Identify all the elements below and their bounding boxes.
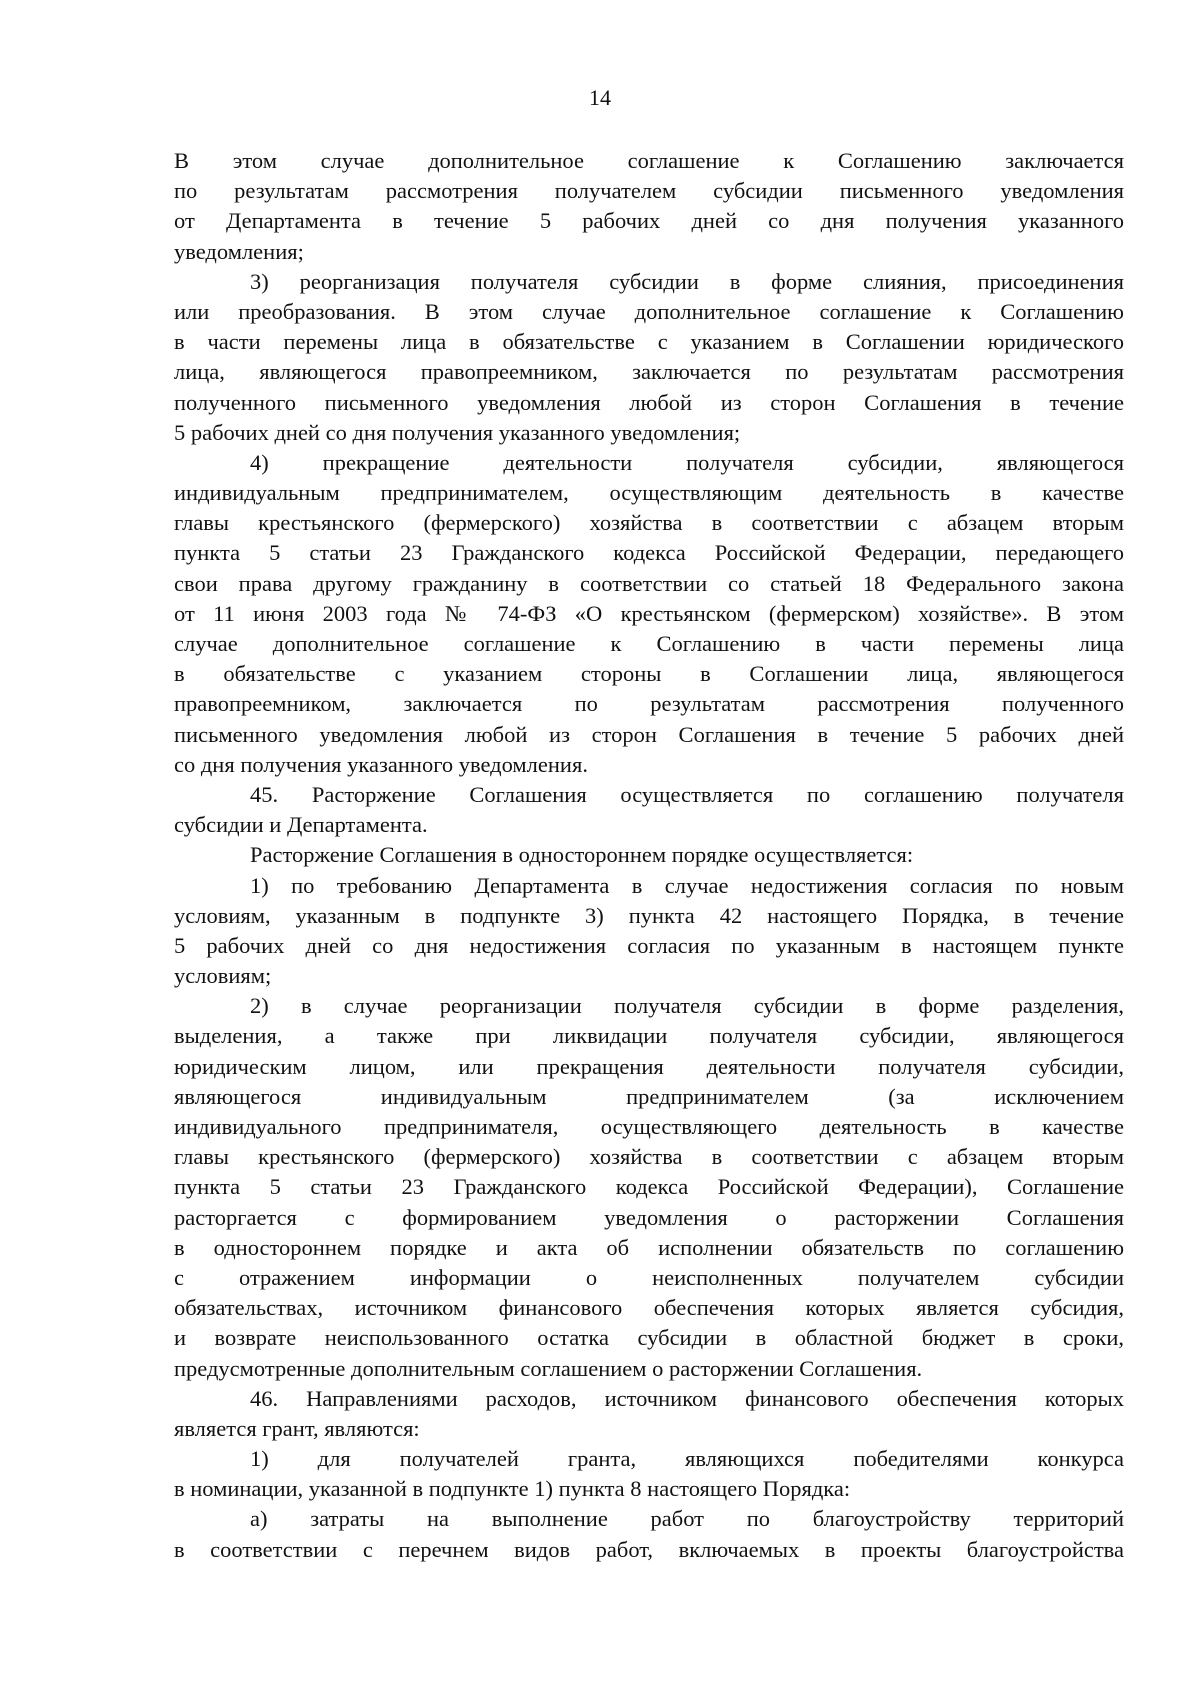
page-number: 14 [589,85,611,110]
text-line: со дня получения указанного уведомления. [174,751,588,777]
text-line: пункта 5 статьи 23 Гражданского кодекса Российской Федерации, передающего [174,540,1124,566]
text-line: условиям; [174,963,272,989]
text-line: в обязательстве с указанием стороны в Соглашении лица, являющегося [174,661,1124,687]
text-line: от 11 июня 2003 года № 74-ФЗ «О крестьянском (фермерском) хозяйстве». В этом [174,600,1124,626]
text-line: В этом случае дополнительное соглашение к Соглашению заключается [174,148,1124,173]
text-line: 5 рабочих дней со дня получения указанного уведомления; [174,419,741,445]
text-line: является грант, являются: [174,1415,420,1441]
text-line: правопреемником, заключается по результатам рассмотрения полученного [174,691,1124,717]
text-line: 45. Расторжение Соглашения осуществляется по соглашению получателя [250,781,1124,807]
text-line: письменного уведомления любой из сторон Соглашения в течение 5 рабочих дней [174,721,1124,747]
text-line: выделения, а также при ликвидации получателя субсидии, являющегося [174,1023,1124,1049]
text-line: обязательствах, источником финансового обеспечения которых является субсидия, [174,1295,1124,1321]
text-line: или преобразования. В этом случае дополнительное соглашение к Соглашению [174,298,1124,324]
text-line: 46. Направлениями расходов, источником финансового обеспечения которых [250,1385,1124,1411]
text-line: а) затраты на выполнение работ по благоустройству территорий [250,1506,1124,1532]
text-line: пункта 5 статьи 23 Гражданского кодекса Российской Федерации), Соглашение [174,1174,1124,1200]
text-line: по результатам рассмотрения получателем субсидии письменного уведомления [174,178,1124,204]
text-line: главы крестьянского (фермерского) хозяйства в соответствии с абзацем вторым [174,510,1124,536]
text-line: 5 рабочих дней со дня недостижения согласия по указанным в настоящем пункте [174,932,1124,958]
text-line: случае дополнительное соглашение к Соглашению в части перемены лица [174,631,1124,656]
text-line: в соответствии с перечнем видов работ, включаемых в проекты благоустройства [174,1536,1124,1562]
text-line: расторгается с формированием уведомления о расторжении Соглашения [174,1204,1124,1230]
text-line: в номинации, указанной в подпункте 1) пункта 8 настоящего Порядка: [174,1476,851,1502]
text-line: условиям, указанным в подпункте 3) пункта 42 настоящего Порядка, в течение [174,902,1124,928]
text-line: главы крестьянского (фермерского) хозяйства в соответствии с абзацем вторым [174,1144,1124,1170]
text-line: свои права другому гражданину в соответствии со статьей 18 Федерального закона [174,570,1124,596]
text-line: Расторжение Соглашения в одностороннем порядке осуществляется: [250,842,914,868]
text-line: и возврате неиспользованного остатка субсидии в областной бюджет в сроки, [174,1325,1124,1351]
text-line: субсидии и Департамента. [174,812,428,838]
text-line: предусмотренные дополнительным соглашением о расторжении Соглашения. [174,1355,923,1381]
text-line: с отражением информации о неисполненных получателем субсидии [174,1264,1124,1290]
document-body [174,146,1124,1565]
text-line: являющегося индивидуальным предпринимателем (за исключением [174,1083,1124,1109]
text-line: 4) прекращение деятельности получателя субсидии, являющегося [250,449,1124,475]
text-line: лица, являющегося правопреемником, заключается по результатам рассмотрения [174,359,1124,385]
text-line: в одностороннем порядке и акта об исполнении обязательств по соглашению [174,1234,1124,1260]
text-line: от Департамента в течение 5 рабочих дней со дня получения указанного [174,208,1124,234]
text-line: 1) по требованию Департамента в случае недостижения согласия по новым [250,872,1124,898]
text-line: индивидуального предпринимателя, осуществляющего деятельность в качестве [174,1114,1124,1139]
text-line: 3) реорганизация получателя субсидии в форме слияния, присоединения [250,268,1124,294]
text-line: уведомления; [174,238,304,264]
text-line: индивидуальным предпринимателем, осуществляющим деятельность в качестве [174,480,1124,506]
text-line: юридическим лицом, или прекращения деятельности получателя субсидии, [174,1053,1124,1079]
text-line: 2) в случае реорганизации получателя субсидии в форме разделения, [250,993,1124,1019]
text-line: в части перемены лица в обязательстве с указанием в Соглашении юридического [174,329,1124,355]
text-line: 1) для получателей гранта, являющихся победителями конкурса [250,1446,1124,1472]
text-line: полученного письменного уведомления любой из сторон Соглашения в течение [174,389,1124,415]
